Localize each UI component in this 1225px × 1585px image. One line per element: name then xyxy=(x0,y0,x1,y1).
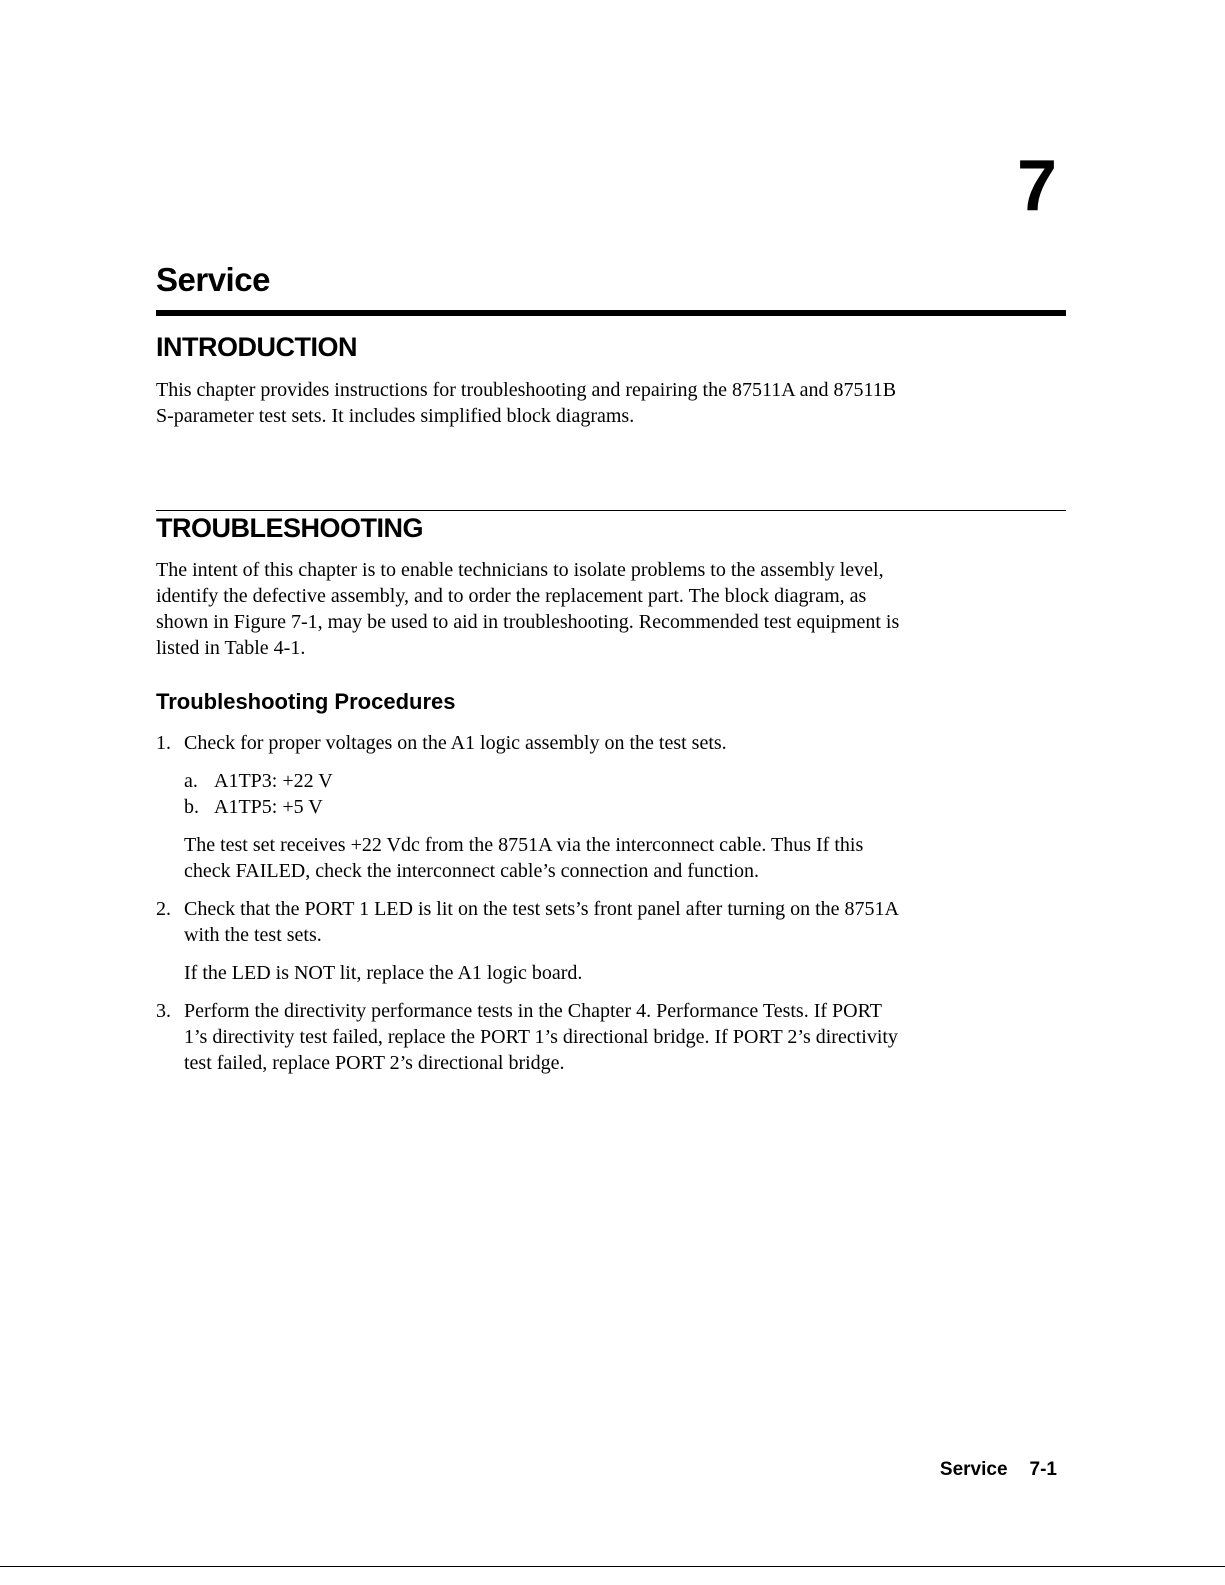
introduction-line-2: S-parameter test sets. It includes simplified block diagrams. xyxy=(156,405,635,427)
step-3-line-3: test failed, replace PORT 2’s directional bridge. xyxy=(184,1052,565,1074)
sub-item-b-marker: b. xyxy=(184,796,199,818)
step-1-note-line-2: check FAILED, check the interconnect cable’s connection and function. xyxy=(184,860,759,882)
step-1-sub-item-b xyxy=(184,794,323,820)
procedures-heading: Troubleshooting Procedures xyxy=(156,689,456,714)
step-2-line-1: Check that the PORT 1 LED is lit on the test sets’s front panel after turning on the 8751A xyxy=(184,898,899,920)
step-1-marker: 1. xyxy=(156,732,171,754)
page-footer xyxy=(940,1459,1057,1481)
chapter-rule xyxy=(156,310,1066,316)
troubleshooting-heading: TROUBLESHOOTING xyxy=(156,513,423,543)
troubleshooting-line-1: The intent of this chapter is to enable technicians to isolate problems to the assembly level, xyxy=(156,559,884,581)
step-3-line-2: 1’s directivity test failed, replace the PORT 1’s directional bridge. If PORT 2’s directivity xyxy=(184,1026,898,1048)
introduction-line-1: This chapter provides instructions for troubleshooting and repairing the 87511A and 87511B xyxy=(156,379,897,401)
step-3-line-1: Perform the directivity performance tests in the Chapter 4. Performance Tests. If PORT xyxy=(184,1000,882,1022)
step-2-note: If the LED is NOT lit, replace the A1 logic board. xyxy=(184,962,583,984)
sub-item-a-text: A1TP3: +22 V xyxy=(214,770,333,792)
step-1-text: Check for proper voltages on the A1 logic assembly on the test sets. xyxy=(184,732,727,754)
sub-item-a-marker: a. xyxy=(184,770,198,792)
step-1-sub-item-a xyxy=(184,768,333,794)
section-divider xyxy=(156,510,1066,511)
step-2-line-2: with the test sets. xyxy=(184,924,322,946)
troubleshooting-line-3: shown in Figure 7-1, may be used to aid in troubleshooting. Recommended test equipment is xyxy=(156,611,900,633)
step-3-marker: 3. xyxy=(156,1000,171,1022)
step-2-body xyxy=(184,896,1066,984)
footer-page-number: 7-1 xyxy=(1029,1459,1057,1480)
step-2-marker: 2. xyxy=(156,898,171,920)
page-bottom-edge xyxy=(0,1566,1225,1567)
troubleshooting-line-2: identify the defective assembly, and to order the replacement part. The block diagram, as xyxy=(156,585,867,607)
troubleshooting-paragraph xyxy=(156,557,1066,661)
introduction-paragraph xyxy=(156,377,1066,429)
sub-item-b-text: A1TP5: +5 V xyxy=(214,796,323,818)
chapter-title: Service xyxy=(156,261,270,298)
footer-section: Service xyxy=(939,1459,1008,1480)
step-1-note-line-1: The test set receives +22 Vdc from the 8751A via the interconnect cable. Thus If this xyxy=(184,834,864,856)
step-1-note xyxy=(184,832,863,884)
troubleshooting-line-4: listed in Table 4-1. xyxy=(156,637,306,659)
step-3-body xyxy=(184,998,1066,1076)
introduction-heading: INTRODUCTION xyxy=(156,332,357,362)
chapter-number: 7 xyxy=(1016,146,1057,226)
step-1-body xyxy=(184,730,1066,882)
